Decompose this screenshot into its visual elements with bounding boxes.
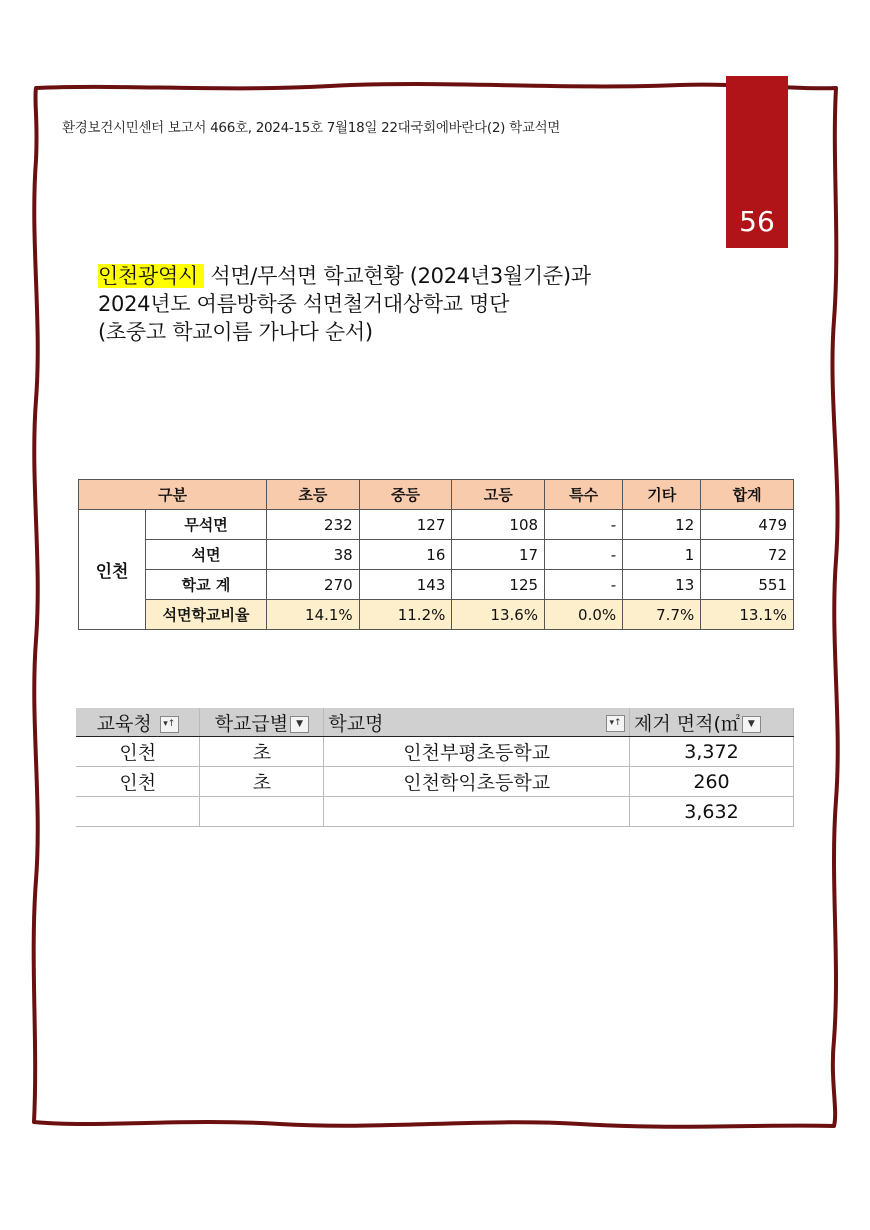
stats-cell: 1 [623,540,701,570]
stats-cell: 11.2% [359,600,452,630]
report-header: 환경보건시민센터 보고서 466호, 2024-15호 7월18일 22대국회에바란다(2) 학교석면 [62,120,561,136]
stats-cell: 13 [623,570,701,600]
school-area: 3,372 [630,737,794,767]
total-area: 3,632 [630,797,794,827]
filter-sort-icon[interactable]: ▾↑ [606,715,625,732]
school-name: 인천부평초등학교 [324,737,630,767]
empty-cell [200,797,324,827]
stats-cell: 232 [267,510,360,540]
table-row [76,767,794,797]
stats-header-special: 특수 [545,480,623,510]
school-office: 인천 [76,737,200,767]
stats-cell: 17 [452,540,545,570]
header-office [76,708,200,737]
school-list-header-row [76,708,794,737]
title-line-1 [98,262,591,290]
stats-cell: 0.0% [545,600,623,630]
stats-header-category: 구분 [79,480,267,510]
school-office: 인천 [76,767,200,797]
filter-sort-icon[interactable]: ▾↑ [160,716,179,733]
school-name: 인천학익초등학교 [324,767,630,797]
stats-cell: - [545,510,623,540]
stats-cell: 143 [359,570,452,600]
stats-row-asbestos [79,540,794,570]
stats-cell: - [545,570,623,600]
stats-row-label: 석면학교비율 [146,600,267,630]
stats-cell: 7.7% [623,600,701,630]
page-number-tab [726,76,788,248]
school-level: 초 [200,767,324,797]
stats-cell: 12 [623,510,701,540]
title-line-3: (초중고 학교이름 가나다 순서) [98,320,373,344]
stats-header-high: 고등 [452,480,545,510]
stats-cell: 108 [452,510,545,540]
header-area-label: 제거 면적(㎡ [634,712,740,735]
stats-row-asbestos-free [79,510,794,540]
school-list [76,708,794,827]
header-area [630,708,794,737]
filter-dropdown-icon[interactable]: ▼ [290,716,309,733]
filter-dropdown-icon[interactable]: ▼ [742,716,761,733]
stats-cell: 72 [701,540,794,570]
header-level-label: 학교급별 [214,712,289,735]
stats-header-total: 합계 [701,480,794,510]
stats-cell: 38 [267,540,360,570]
empty-cell [324,797,630,827]
stats-cell: 14.1% [267,600,360,630]
title-line-2: 2024년도 여름방학중 석면철거대상학교 명단 [98,292,510,316]
school-area: 260 [630,767,794,797]
stats-cell: 551 [701,570,794,600]
stats-header-middle: 중등 [359,480,452,510]
stats-cell: 13.6% [452,600,545,630]
total-row [76,797,794,827]
stats-cell: 127 [359,510,452,540]
header-level [200,708,324,737]
stats-cell: 479 [701,510,794,540]
title-line-1-rest: 석면/무석면 학교현황 (2024년3월기준)과 [210,264,591,288]
school-list-table [76,708,794,827]
stats-row-total [79,570,794,600]
stats-cell: 13.1% [701,600,794,630]
stats-header-row [79,480,794,510]
empty-cell [76,797,200,827]
stats-row-label: 무석면 [146,510,267,540]
header-school-name [324,708,630,737]
document-title [98,262,591,346]
asbestos-stats-table [78,479,794,630]
school-level: 초 [200,737,324,767]
header-office-label: 교육청 [96,712,152,735]
stats-region: 인천 [79,510,146,630]
stats-cell: - [545,540,623,570]
stats-cell: 125 [452,570,545,600]
title-highlight: 인천광역시 [98,264,204,288]
stats-header-elementary: 초등 [267,480,360,510]
stats-row-ratio [79,600,794,630]
stats-row-label: 학교 계 [146,570,267,600]
stats-cell: 16 [359,540,452,570]
page-number: 56 [739,205,775,238]
table-row [76,737,794,767]
header-school-name-label: 학교명 [328,712,384,735]
stats-cell: 270 [267,570,360,600]
stats-header-other: 기타 [623,480,701,510]
stats-row-label: 석면 [146,540,267,570]
